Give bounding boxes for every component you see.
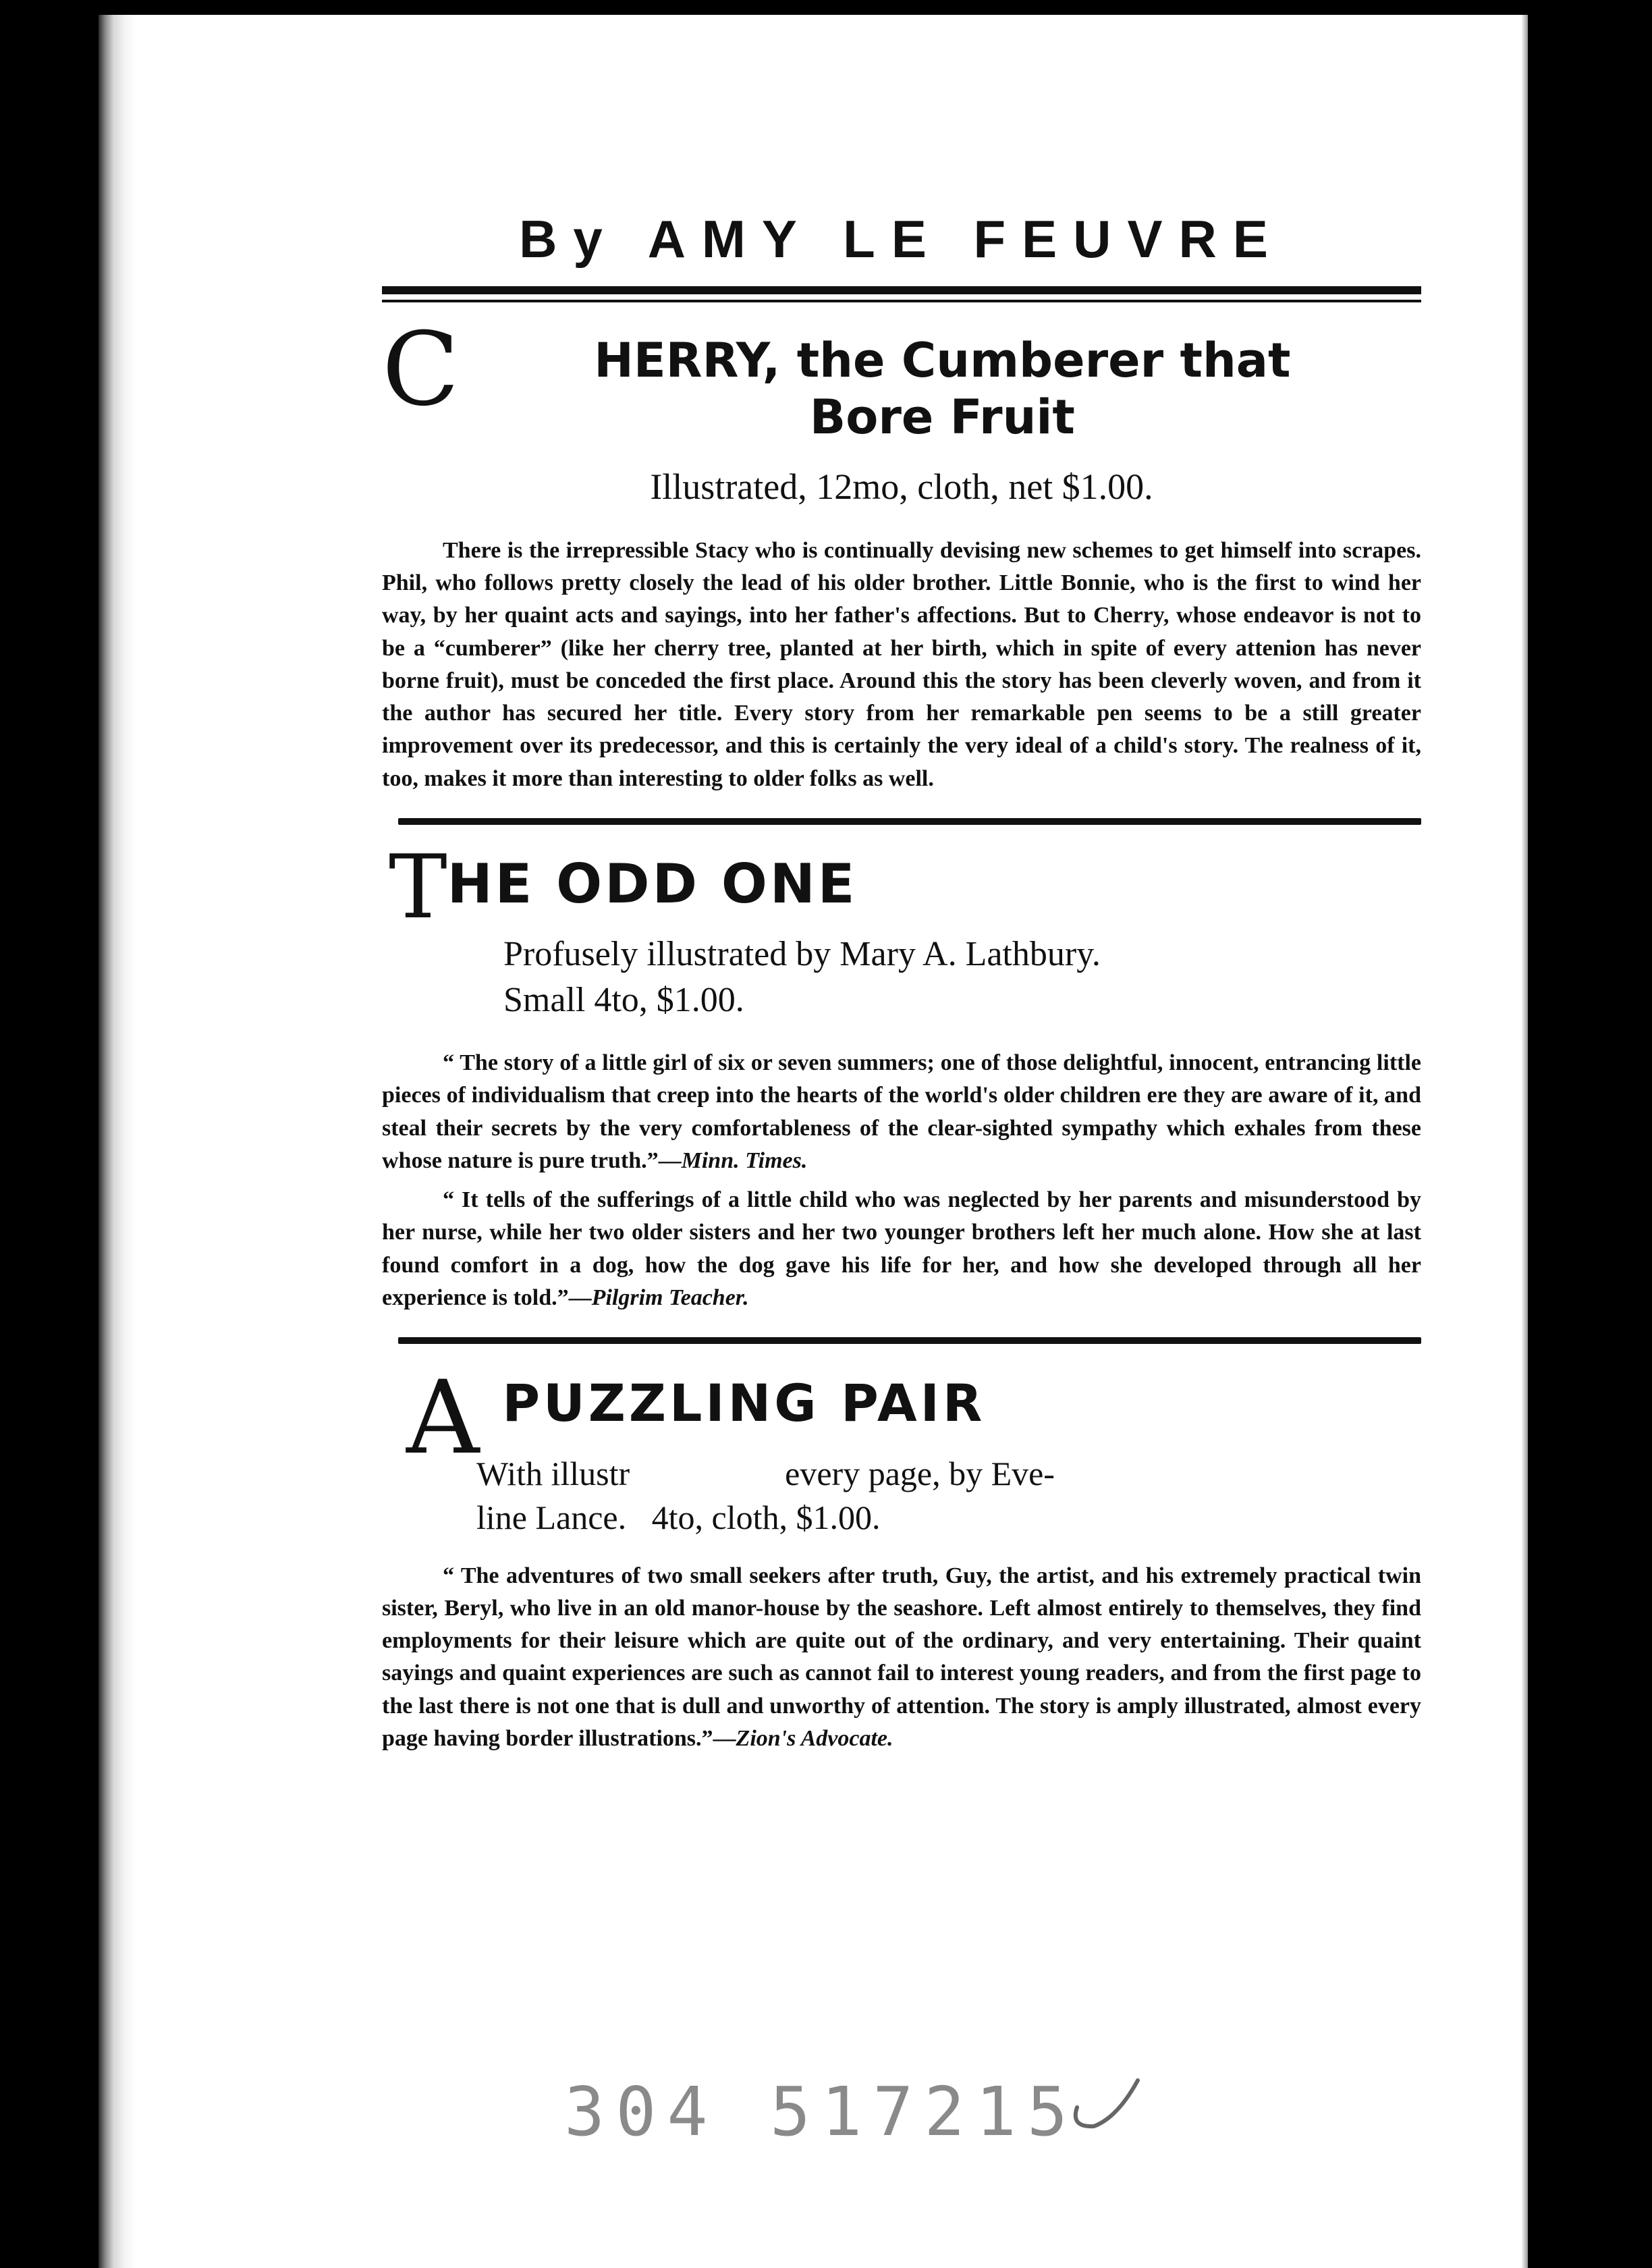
title-text: HE ODD ONE — [447, 852, 858, 915]
book-odd-one — [382, 835, 1421, 1314]
format-line-2: Small 4to, $1.00. — [503, 980, 744, 1019]
review-source: Pilgrim Teacher. — [591, 1285, 749, 1310]
book-format: Illustrated, 12mo, cloth, net $1.00. — [650, 466, 1153, 507]
title-text: PUZZLING PAIR — [502, 1373, 986, 1434]
heading-rule — [382, 286, 1421, 302]
section-divider — [398, 1337, 1421, 1344]
review-quote: “ It tells of the sufferings of a little child who was neglected by her parents and misunderstood by her nurse, while her two older sisters and her two younger brothers left her much alone. How she at last found comfort in a dog, how the dog gave his life for her, and how she developed through all her experience is told.”—Pilgrim Teacher. — [382, 1187, 1421, 1310]
title-drop-cap: C — [382, 310, 460, 429]
format-line-1: Profusely illustrated by Mary A. Lathbury. — [503, 934, 1101, 973]
book-format — [503, 932, 1421, 1023]
title-drop-cap: A — [406, 1359, 480, 1477]
book-title — [389, 835, 1421, 938]
page-edge — [1521, 15, 1528, 2268]
title-line-2: Bore Fruit — [809, 389, 1075, 445]
book-title — [382, 310, 1421, 446]
review-source: Zion's Advocate. — [736, 1725, 893, 1751]
author-heading: By AMY LE FEUVRE — [519, 209, 1284, 269]
book-review — [382, 1560, 1421, 1756]
format-part: 4to, cloth, $1.00. — [651, 1498, 881, 1536]
title-drop-cap: T — [389, 835, 447, 938]
book-format — [476, 1452, 1421, 1540]
review-quote: “ The story of a little girl of six or seven summers; one of those delightful, innocent, entrancing little pieces of individualism that creep into the hearts of the world's older children ere they are aware of it, and steal their secrets by the very comfortableness of the clear-sighted sympathy which exhales from these whose nature is pure truth.”—Minn. Times. — [382, 1050, 1421, 1173]
format-part: every page, by Eve- — [785, 1454, 1055, 1492]
review-quote: “ The adventures of two small seekers after truth, Guy, the artist, and his extremely practical twin sister, Beryl, who live in an old manor-house by the seashore. Left almost entirely to themselves, they find employments for their leisure which are quite out of the ordinary, and very entertaining. Their quaint sayings and quaint experiences are such as cannot fail to interest young readers, and from the first page to the last there is not one that is dull and unworthy of attention. The story is amply illustrated, almost every page having border illustrations.”—Zion's Advocate. — [382, 1563, 1421, 1751]
book-reviews — [382, 1047, 1421, 1314]
book-page — [99, 15, 1528, 2268]
book-description — [382, 535, 1421, 795]
page-spine-shadow — [99, 15, 136, 2268]
advertisement-content — [382, 211, 1421, 1755]
description-paragraph: There is the irrepressible Stacy who is continually devising new schemes to get himself into scrapes. Phil, who follows pretty closely the lead of his older brother. Little Bonnie, who is the first to wind her way, by her quaint acts and sayings, into her father's affections. But to Cherry, whose endeavor is not to be a “cumberer” (like her cherry tree, planted at her birth, which in spite of every attenion has never borne fruit), must be conceded the first place. Around this the story has been cleverly woven, and from it the author has secured her title. Every story from her remarkable pen seems to be a still greater improvement over its predecessor, and this is certainly the very ideal of a child's story. The realness of it, too, makes it more than interesting to older folks as well. — [382, 537, 1421, 791]
format-part: With illustr — [476, 1454, 630, 1492]
section-divider — [398, 818, 1421, 825]
review-source: Minn. Times. — [681, 1148, 808, 1173]
book-cherry — [382, 310, 1421, 795]
book-puzzling-pair — [382, 1359, 1421, 1755]
check-mark-icon — [1064, 2067, 1145, 2141]
title-line-1: HERRY, the Cumberer that — [594, 332, 1291, 388]
format-part: line Lance. — [476, 1498, 627, 1536]
catalog-number-stamp: 304 517215 — [564, 2072, 1079, 2151]
